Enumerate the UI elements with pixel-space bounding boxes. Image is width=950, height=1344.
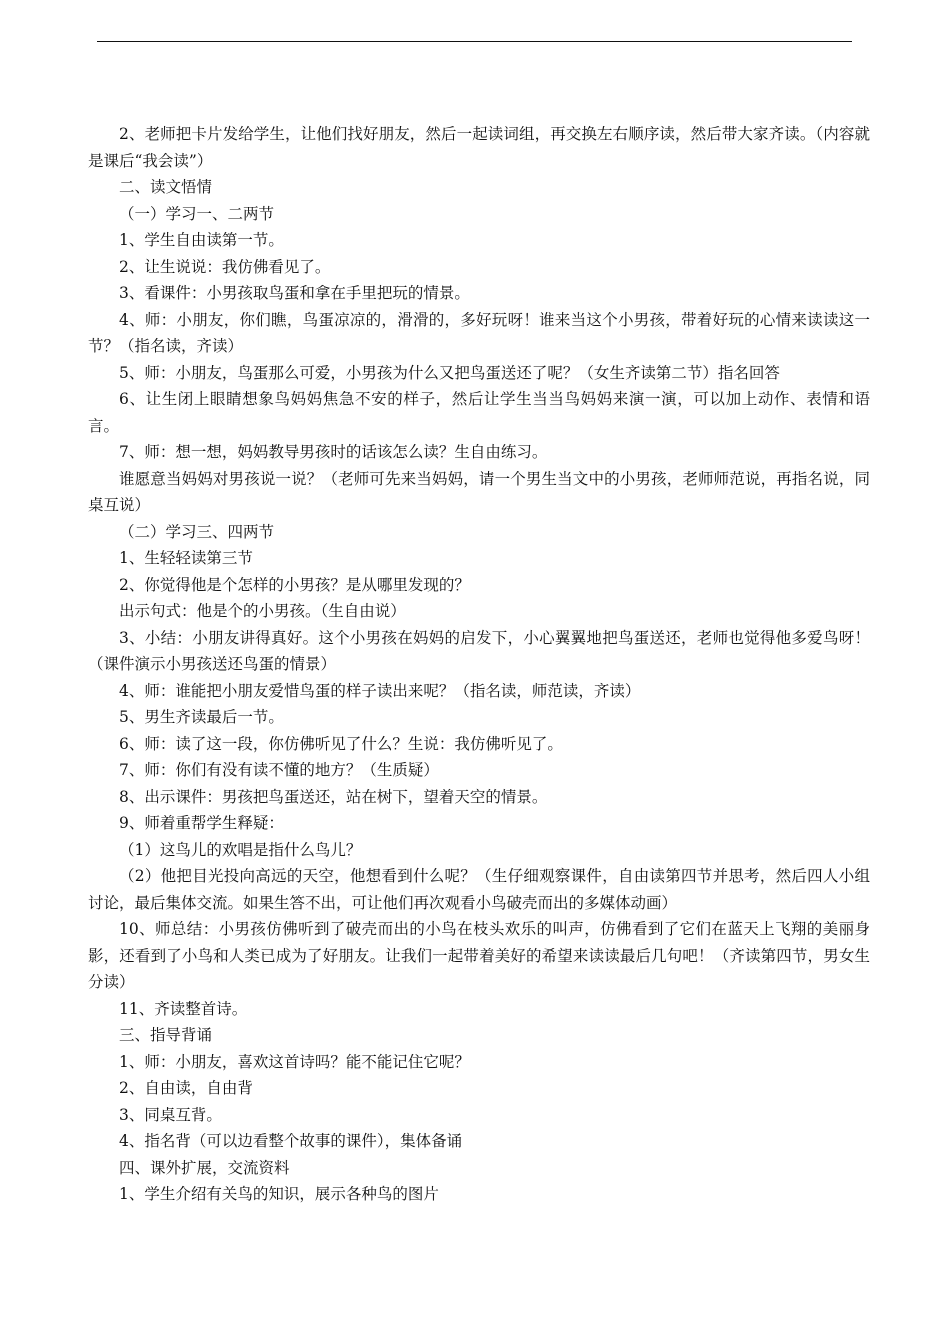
paragraph: 7、师：想一想，妈妈教导男孩时的话该怎么读？生自由练习。 xyxy=(119,443,548,461)
paragraph: 4、指名背（可以边看整个故事的课件），集体备诵 xyxy=(119,1132,463,1150)
document-body xyxy=(88,121,870,1208)
paragraph: 2、让生说说：我仿佛看见了。 xyxy=(119,257,331,276)
paragraph: 1、学生介绍有关鸟的知识，展示各种鸟的图片 xyxy=(119,1185,439,1203)
paragraph: 11、齐读整首诗。 xyxy=(119,999,248,1018)
paragraph: 3、同桌互背。 xyxy=(119,1105,222,1124)
paragraph: （1）这鸟儿的欢唱是指什么鸟儿？ xyxy=(119,840,362,859)
paragraph: 7、师：你们有没有读不懂的地方？（生质疑） xyxy=(119,761,439,779)
paragraph: 6、让生闭上眼睛想象鸟妈妈焦急不安的样子，然后让学生当当鸟妈妈来演一演，可以加上动作、表情和语言。 xyxy=(88,390,870,435)
paragraph: 4、师：小朋友，你们瞧，鸟蛋凉凉的，滑滑的，多好玩呀！谁来当这个小男孩，带着好玩的心情来读读这一节？（指名读，齐读） xyxy=(88,310,870,355)
paragraph: 出示句式：他是个的小男孩。（生自由说） xyxy=(119,602,406,620)
subsection-heading: （二）学习三、四两节 xyxy=(119,522,275,541)
paragraph: 6、师：读了这一段，你仿佛听见了什么？生说：我仿佛听见了。 xyxy=(119,734,563,753)
paragraph: 2、老师把卡片发给学生，让他们找好朋友，然后一起读词组，再交换左右顺序读，然后带大家齐读。（内容就是课后“我会读”） xyxy=(88,125,870,170)
paragraph: 2、自由读，自由背 xyxy=(119,1079,253,1097)
paragraph: 谁愿意当妈妈对男孩说一说？（老师可先来当妈妈，请一个男生当文中的小男孩，老师师范说，再指名说，同桌互说） xyxy=(88,469,870,514)
paragraph: 1、学生自由读第一节。 xyxy=(119,231,284,249)
section-heading: 二、读文悟情 xyxy=(119,178,213,196)
paragraph: 3、看课件：小男孩取鸟蛋和拿在手里把玩的情景。 xyxy=(119,284,470,302)
paragraph: 1、生轻轻读第三节 xyxy=(119,549,253,567)
section-heading: 三、指导背诵 xyxy=(119,1026,213,1044)
paragraph: 8、出示课件：男孩把鸟蛋送还，站在树下，望着天空的情景。 xyxy=(119,787,548,806)
paragraph: 5、男生齐读最后一节。 xyxy=(119,708,284,726)
paragraph: （2）他把目光投向高远的天空，他想看到什么呢？（生仔细观察课件，自由读第四节并思考，然后四人小组讨论，最后集体交流。如果生答不出，可让他们再次观看小鸟破壳而出的多媒体动画） xyxy=(88,867,870,912)
paragraph: 3、小结：小朋友讲得真好。这个小男孩在妈妈的启发下，小心翼翼地把鸟蛋送还，老师也觉得他多爱鸟呀！（课件演示小男孩送还鸟蛋的情景） xyxy=(88,628,870,673)
paragraph: 5、师：小朋友，鸟蛋那么可爱，小男孩为什么又把鸟蛋送还了呢？（女生齐读第二节）指名回答 xyxy=(119,363,780,382)
paragraph: 1、师：小朋友，喜欢这首诗吗？能不能记住它呢？ xyxy=(119,1052,470,1071)
header-rule xyxy=(97,41,852,42)
subsection-heading: （一）学习一、二两节 xyxy=(119,204,275,223)
paragraph: 4、师：谁能把小朋友爱惜鸟蛋的样子读出来呢？（指名读，师范读，齐读） xyxy=(119,681,641,700)
paragraph: 9、师着重帮学生释疑： xyxy=(119,814,284,832)
section-heading: 四、课外扩展，交流资料 xyxy=(119,1158,290,1177)
paragraph: 10、师总结：小男孩仿佛听到了破壳而出的小鸟在枝头欢乐的叫声，仿佛看到了它们在蓝天上飞翔的美丽身影，还看到了小鸟和人类已成为了好朋友。让我们一起带着美好的希望来读读最后几句吧！（齐读第四节，男女生分读） xyxy=(88,920,870,991)
paragraph: 2、你觉得他是个怎样的小男孩？是从哪里发现的？ xyxy=(119,575,470,594)
